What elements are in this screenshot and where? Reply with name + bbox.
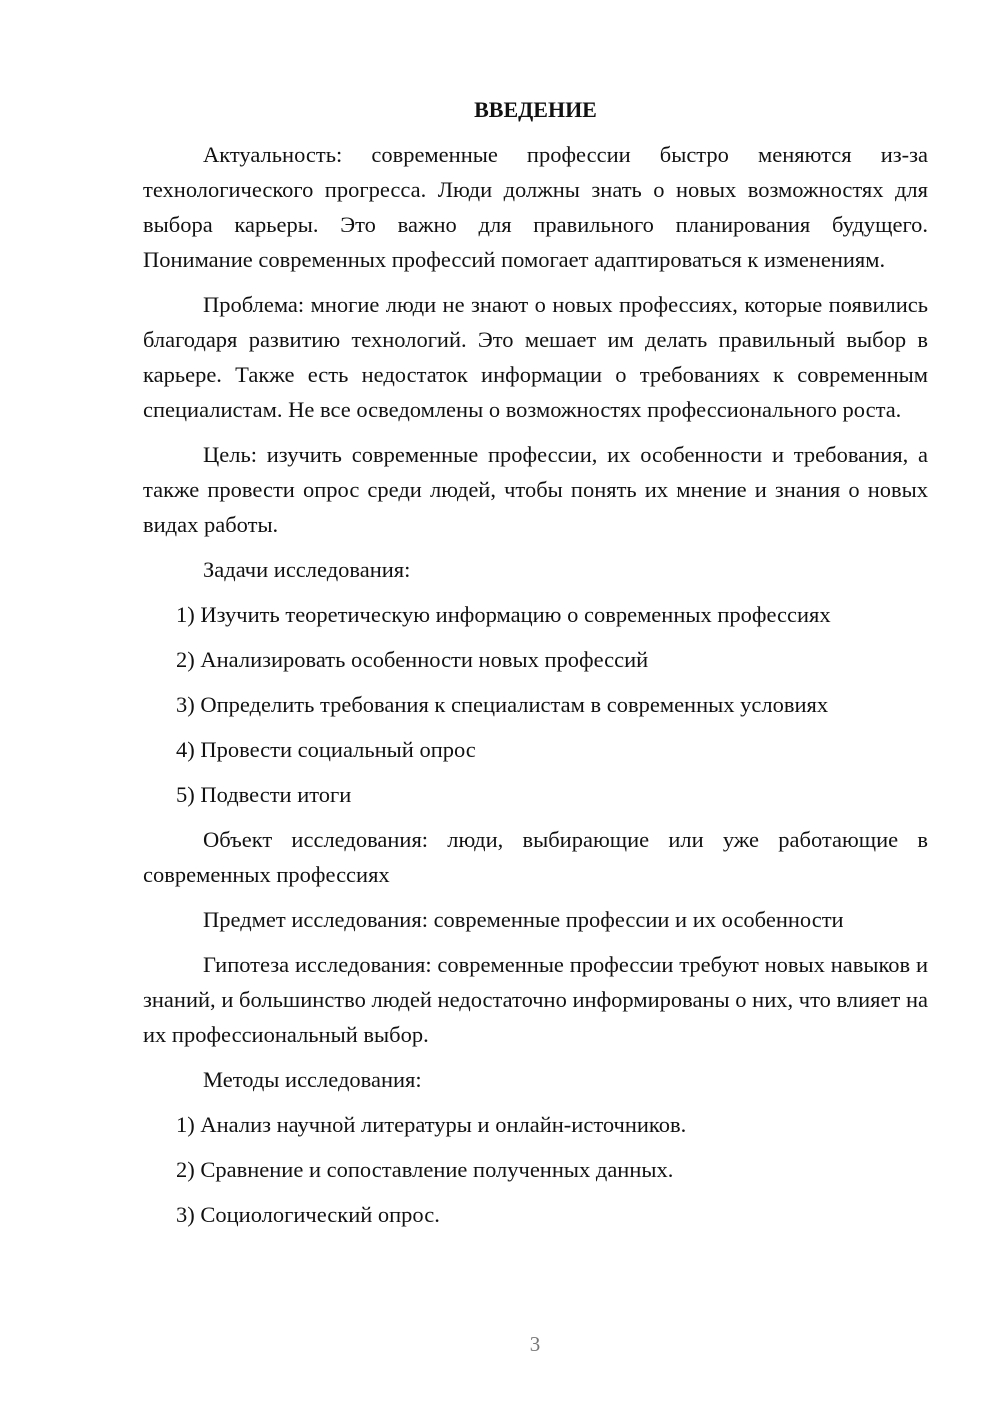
- problem-paragraph: Проблема: многие люди не знают о новых профессиях, которые появились благодаря развитию технологий. Это мешает им делать правильный выбор в карьере. Также есть недостаток информации о требованиях к современным специалистам. Не все осведомлены о возможностях профессионального роста.: [143, 292, 928, 422]
- method-item: 3) Социологический опрос.: [176, 1202, 440, 1227]
- page-content: [143, 92, 928, 1232]
- task-item: 3) Определить требования к специалистам в современных условиях: [176, 692, 829, 717]
- task-item: 4) Провести социальный опрос: [176, 737, 476, 762]
- object-paragraph: Объект исследования: люди, выбирающие или уже работающие в современных профессиях: [143, 827, 928, 887]
- methods-heading: Методы исследования:: [203, 1067, 422, 1092]
- hypothesis-paragraph: Гипотеза исследования: современные профессии требуют новых навыков и знаний, и большинство людей недостаточно информированы о них, что влияет на их профессиональный выбор.: [143, 952, 928, 1047]
- relevance-paragraph: Актуальность: современные профессии быстро меняются из-за технологического прогресса. Люди должны знать о новых возможностях для выбора карьеры. Это важно для правильного планирования будущего. Понимание современных профессий помогает адаптироваться к изменениям.: [143, 142, 928, 272]
- method-item: 2) Сравнение и сопоставление полученных данных.: [176, 1157, 674, 1182]
- task-item: 1) Изучить теоретическую информацию о современных профессиях: [176, 602, 831, 627]
- method-item: 1) Анализ научной литературы и онлайн-источников.: [176, 1112, 687, 1137]
- tasks-heading: Задачи исследования:: [203, 557, 411, 582]
- subject-paragraph: Предмет исследования: современные профессии и их особенности: [203, 907, 844, 932]
- task-item: 2) Анализировать особенности новых профессий: [176, 647, 649, 672]
- goal-paragraph: Цель: изучить современные профессии, их особенности и требования, а также провести опрос среди людей, чтобы понять их мнение и знания о новых видах работы.: [143, 442, 928, 537]
- page-number: 3: [529, 1332, 541, 1356]
- section-title: ВВЕДЕНИЕ: [474, 97, 597, 122]
- task-item: 5) Подвести итоги: [176, 782, 352, 807]
